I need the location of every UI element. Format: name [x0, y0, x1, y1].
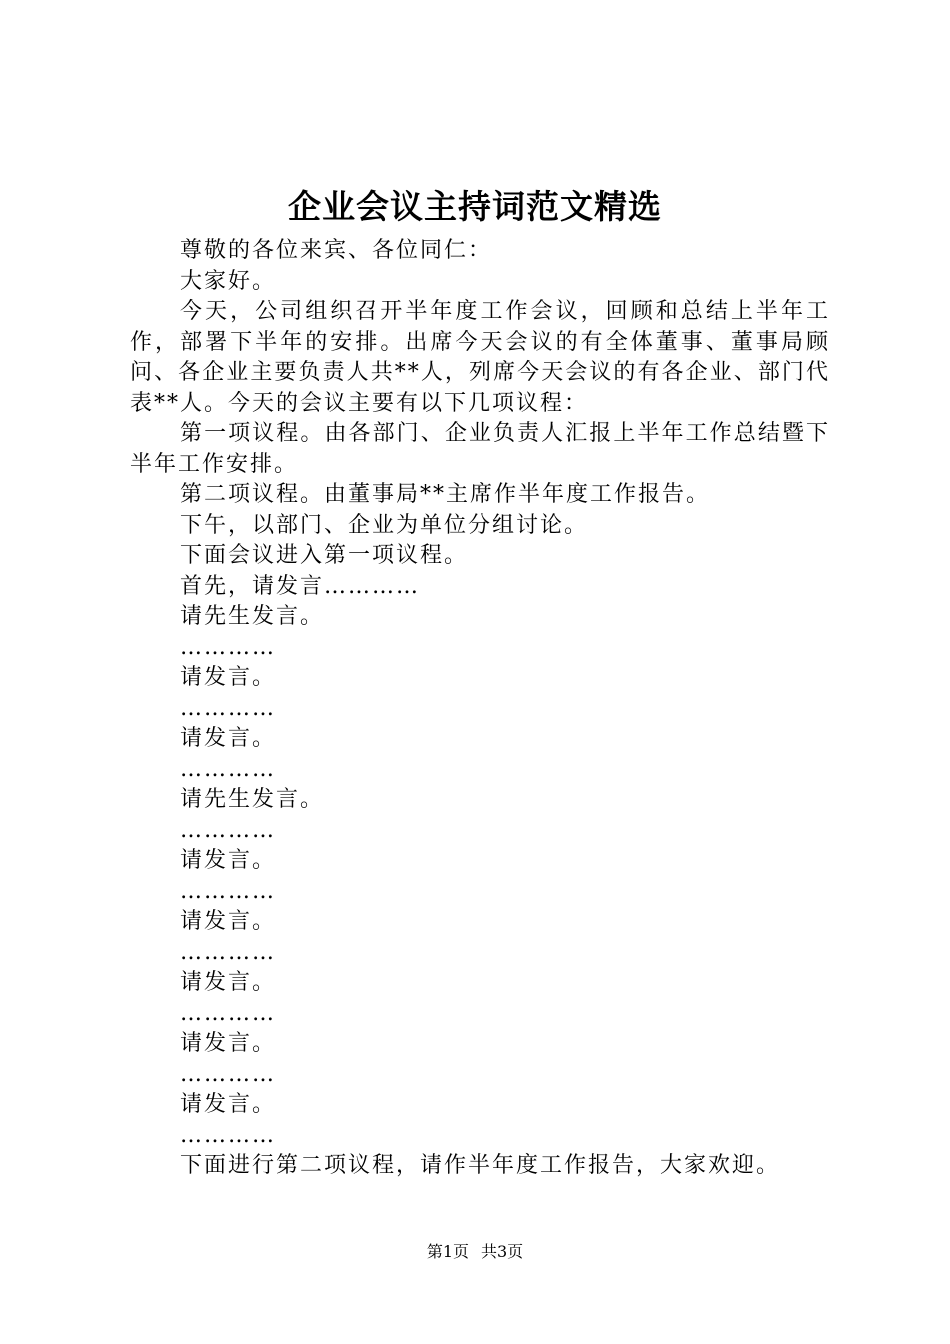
page-total: 共3页	[481, 1242, 524, 1261]
paragraph: 下面进行第二项议程，请作半年度工作报告，大家欢迎。	[180, 1153, 781, 1178]
paragraph: 请发言。	[180, 848, 277, 873]
paragraph: 尊敬的各位来宾、各位同仁：	[180, 238, 493, 263]
paragraph: 首先，请发言…………	[180, 573, 421, 599]
paragraph: 请发言。	[180, 726, 277, 751]
paragraph: 请先生发言。	[180, 604, 325, 629]
paragraph: 第二项议程。由董事局**主席作半年度工作报告。	[180, 482, 711, 507]
paragraph: …………	[180, 878, 276, 904]
document-title: 企业会议主持词范文精选	[288, 187, 662, 226]
paragraph: 请发言。	[180, 909, 277, 934]
paragraph: 大家好。	[180, 268, 277, 294]
page-footer	[0, 1240, 950, 1264]
paragraph: 请发言。	[180, 970, 277, 995]
paragraph: …………	[180, 756, 276, 782]
paragraph: 第一项议程。由各部门、企业负责人汇报上半年工作总结暨下半年工作安排。	[130, 421, 830, 477]
paragraph: 下午，以部门、企业为单位分组讨论。	[180, 512, 589, 538]
paragraph: …………	[180, 1122, 276, 1148]
paragraph: …………	[180, 1061, 276, 1087]
paragraph: 请发言。	[180, 665, 277, 690]
document-body	[130, 236, 830, 1182]
paragraph: 下面会议进入第一项议程。	[180, 543, 469, 568]
paragraph: …………	[180, 634, 276, 660]
page-number: 第1页	[426, 1242, 469, 1261]
paragraph: …………	[180, 939, 276, 965]
paragraph: 请先生发言。	[180, 787, 325, 812]
paragraph: …………	[180, 817, 276, 843]
paragraph: 请发言。	[180, 1031, 277, 1056]
paragraph: …………	[180, 1000, 276, 1026]
paragraph: 请发言。	[180, 1092, 277, 1117]
paragraph: 今天，公司组织召开半年度工作会议，回顾和总结上半年工作，部署下半年的安排。出席今天会议的有全体董事、董事局顾问、各企业主要负责人共**人，列席今天会议的有各企业、部门代表**人。今天的会议主要有以下几项议程：	[130, 299, 830, 416]
paragraph: …………	[180, 695, 276, 721]
